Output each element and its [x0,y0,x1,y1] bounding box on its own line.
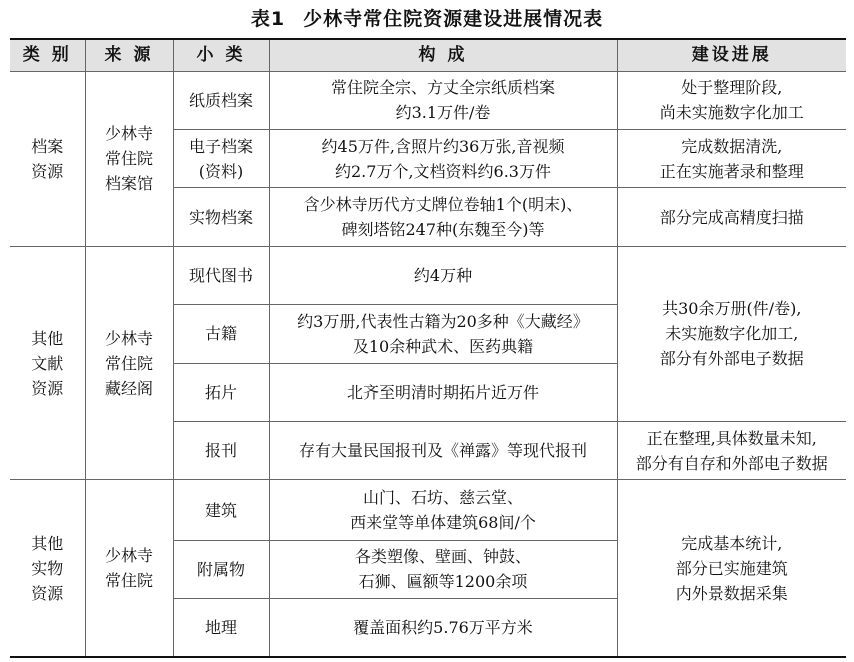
subclass-line: 附属物 [196,559,245,579]
source-line: 常住院 [104,353,153,373]
header-subclass: 小 类 [173,39,269,71]
composition-line: 各类塑像、壁画、钟鼓、 [354,547,531,567]
category-line: 资源 [31,583,64,603]
source-line: 少林寺 [104,124,153,144]
category-line: 档案 [31,136,64,156]
table-row [10,246,846,304]
source-line: 藏经阁 [104,378,153,398]
subclass-cell [173,305,269,363]
composition-line: 及10余种武术、医药典籍 [352,336,534,356]
subclass-cell [173,540,269,598]
progress-line: 部分已实施建筑 [675,558,788,578]
header-progress: 建设进展 [617,39,846,71]
category-line: 其他 [31,328,64,348]
composition-line: 北齐至明清时期拓片近万件 [346,382,539,402]
subclass-line: 现代图书 [188,266,253,286]
source-line: 少林寺 [104,546,153,566]
composition-line: 碑刻塔铭247种(东魏至今)等 [341,220,545,240]
progress-cell [617,246,846,421]
category-cell [10,71,85,246]
progress-line: 共30余万册(件/卷), [662,299,802,319]
source-cell [85,480,173,657]
table-title: 少林寺常住院资源建设进展情况表 [303,8,604,30]
composition-line: 覆盖面积约5.76万平方米 [353,618,533,638]
subclass-cell [173,188,269,246]
source-line: 常住院 [104,571,153,591]
source-cell [85,246,173,480]
progress-line: 处于整理阶段, [681,78,783,98]
category-line: 文献 [31,353,64,373]
header-composition: 构 成 [269,39,617,71]
category-line: 其他 [31,533,64,553]
composition-line: 含少林寺历代方丈牌位卷轴1个(明末)、 [303,195,583,215]
composition-line: 约45万件,含照片约36万张,音视频 [321,136,565,156]
composition-line: 约4万种 [413,266,473,286]
progress-cell [617,480,846,657]
progress-line: 内外景数据采集 [675,583,788,603]
composition-line: 约3.1万件/卷 [395,103,491,123]
subclass-cell [173,599,269,657]
subclass-line: 电子档案 [188,136,253,156]
composition-cell [269,246,617,304]
table-row [10,71,846,129]
subclass-cell [173,363,269,421]
progress-line: 正在整理,具体数量未知, [646,428,817,448]
header-source: 来 源 [85,39,173,71]
progress-line: 部分有自存和外部电子数据 [635,453,828,473]
composition-cell [269,540,617,598]
subclass-cell [173,421,269,479]
composition-cell [269,363,617,421]
composition-line: 西来堂等单体建筑68间/个 [350,513,536,533]
subclass-line: 实物档案 [188,207,253,227]
subclass-cell [173,480,269,540]
header-row [10,39,846,71]
subclass-cell [173,130,269,188]
category-line: 资源 [31,161,64,181]
subclass-cell [173,71,269,129]
table-row [10,480,846,540]
composition-cell [269,305,617,363]
subclass-line: 纸质档案 [188,90,253,110]
composition-cell [269,71,617,129]
resource-table [10,38,846,658]
composition-cell [269,599,617,657]
composition-line: 约3万册,代表性古籍为20多种《大藏经》 [297,311,589,331]
source-line: 少林寺 [104,328,153,348]
table-caption [0,5,854,33]
subclass-line: 报刊 [204,441,237,461]
progress-cell [617,421,846,479]
composition-line: 存有大量民国报刊及《禅露》等现代报刊 [298,441,587,461]
subclass-line: 拓片 [204,382,237,402]
progress-cell [617,71,846,129]
composition-cell [269,480,617,540]
progress-line: 完成数据清洗, [681,136,783,156]
category-cell [10,246,85,480]
table-number: 表1 [250,8,286,30]
progress-line: 部分有外部电子数据 [659,349,804,369]
progress-line: 未实施数字化加工, [665,324,799,344]
subclass-line: 地理 [204,618,237,638]
composition-cell [269,188,617,246]
category-line: 实物 [31,558,64,578]
source-line: 档案馆 [104,174,153,194]
composition-line: 约2.7万个,文档资料约6.3万件 [335,161,551,181]
subclass-line: 古籍 [204,324,237,344]
progress-line: 完成基本统计, [681,533,783,553]
source-cell [85,71,173,246]
subclass-line: (资料) [198,161,244,181]
category-line: 资源 [31,378,64,398]
composition-cell [269,421,617,479]
progress-line: 正在实施著录和整理 [659,161,804,181]
composition-line: 石狮、匾额等1200余项 [358,572,528,592]
progress-line: 尚未实施数字化加工 [659,103,804,123]
progress-cell [617,188,846,246]
composition-line: 常住院全宗、方丈全宗纸质档案 [330,78,555,98]
composition-line: 山门、石坊、慈云堂、 [362,488,523,508]
subclass-line: 建筑 [204,500,237,520]
header-category: 类 别 [10,39,85,71]
progress-line: 部分完成高精度扫描 [659,207,804,227]
composition-cell [269,130,617,188]
subclass-cell [173,246,269,304]
category-cell [10,480,85,657]
progress-cell [617,130,846,188]
source-line: 常住院 [104,149,153,169]
